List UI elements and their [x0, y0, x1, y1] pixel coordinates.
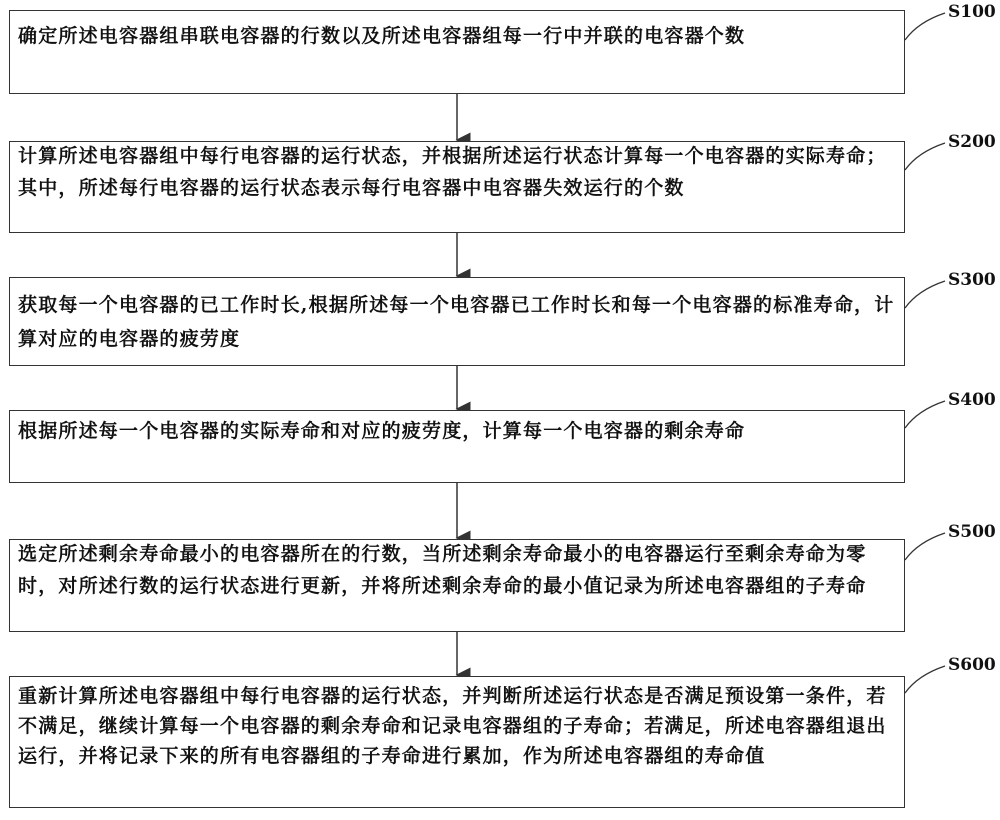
step-box-s600	[9, 676, 905, 808]
step-label: S100	[948, 2, 996, 22]
step-label: S300	[948, 270, 996, 290]
step-text: 根据所述每一个电容器的实际寿命和对应的疲劳度，计算每一个电容器的剩余寿命	[18, 420, 746, 442]
label-leader	[905, 143, 945, 170]
step-label: S600	[948, 655, 996, 675]
step-box-s200	[9, 141, 905, 233]
step-label: S200	[948, 132, 996, 152]
step-box-s100	[9, 10, 905, 94]
step-label: S500	[948, 522, 996, 542]
step-box-s400	[9, 410, 905, 483]
label-leader	[905, 281, 945, 308]
step-text: 计算所述电容器组中每行电容器的运行状态，并根据所述运行状态计算每一个电容器的实际寿命；其中，所述每行电容器的运行状态表示每行电容器中电容器失效运行的个数	[18, 145, 887, 199]
step-text: 重新计算所述电容器组中每行电容器的运行状态，并判断所述运行状态是否满足预设第一条件，若不满足，继续计算每一个电容器的剩余寿命和记录电容器组的子寿命；若满足，所述电容器组退出运行，并将记录下来的所有电容器组的子寿命进行累加，作为所述电容器组的寿命值	[18, 685, 887, 767]
label-leader	[905, 533, 945, 560]
label-leader	[905, 666, 945, 693]
step-text: 获取每一个电容器的已工作时长,根据所述每一个电容器已工作时长和每一个电容器的标准寿命，计算对应的电容器的疲劳度	[18, 294, 895, 350]
step-text: 确定所述电容器组串联电容器的行数以及所述电容器组每一行中并联的电容器个数	[18, 25, 746, 47]
step-text: 选定所述剩余寿命最小的电容器所在的行数，当所述剩余寿命最小的电容器运行至剩余寿命为零时，对所述行数的运行状态进行更新，并将所述剩余寿命的最小值记录为所述电容器组的子寿命	[18, 543, 867, 597]
step-box-s500	[9, 539, 905, 632]
step-box-s300	[9, 277, 905, 366]
label-leader	[905, 13, 945, 40]
step-label: S400	[948, 390, 996, 410]
label-leader	[905, 401, 945, 428]
